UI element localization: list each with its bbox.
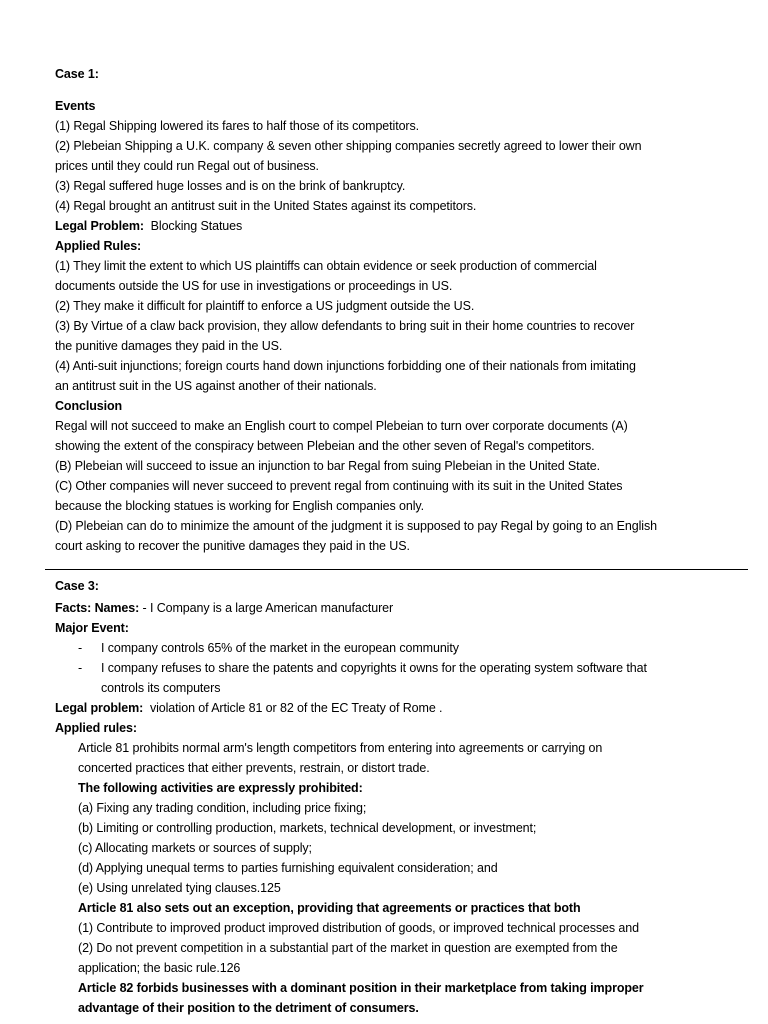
case3-facts-text: - I Company is a large American manufacturer [142,601,394,615]
case3-legal-problem [55,698,442,718]
case1-conclusion-line: because the blocking statues is working for English companies only. [55,499,424,513]
case1-conclusion-line: (C) Other companies will never succeed to prevent regal from continuing with its suit in the United States [55,479,623,493]
case1-conclusion-line: showing the extent of the conspiracy between Plebeian and the other seven of Regal's competitors. [55,439,595,453]
case1-conclusion-line: Regal will not succeed to make an English court to compel Plebeian to turn over corporate documents (A) [55,419,628,433]
case1-legal-problem-text: Blocking Statues [150,219,243,233]
case3-applied-rules-heading: Applied rules: [55,721,137,735]
case3-event-line: I company controls 65% of the market in the european community [101,641,459,655]
case1-rule-line: the punitive damages they paid in the US. [55,339,283,353]
case1-event-line: prices until they could run Regal out of business. [55,159,319,173]
section-divider [45,569,748,570]
case1-rule-line: documents outside the US for use in investigations or proceedings in US. [55,279,453,293]
case3-prohibited-item: (b) Limiting or controlling production, markets, technical development, or investment; [78,821,537,835]
case1-rule-line: (1) They limit the extent to which US plaintiffs can obtain evidence or seek production of commercial [55,259,597,273]
case1-conclusion-line: court asking to recover the punitive damages they paid in the US. [55,539,410,553]
case1-rule-line: (3) By Virtue of a claw back provision, they allow defendants to bring suit in their home countries to recover [55,319,635,333]
case3-major-event-heading: Major Event: [55,621,129,635]
case1-event-line: (4) Regal brought an antitrust suit in the United States against its competitors. [55,199,477,213]
case3-prohibited-item: (e) Using unrelated tying clauses.125 [78,881,281,895]
case1-rule-line: (4) Anti-suit injunctions; foreign courts hand down injunctions forbidding one of their nationals from imitating [55,359,636,373]
case3-exception-heading: Article 81 also sets out an exception, providing that agreements or practices that both [78,901,581,915]
case3-prohibited-item: (d) Applying unequal terms to parties furnishing equivalent consideration; and [78,861,498,875]
case1-legal-problem-label: Legal Problem: [55,219,144,233]
case3-event-line: I company refuses to share the patents and copyrights it owns for the operating system software that [101,661,647,675]
bullet-dash: - [78,661,83,675]
case1-conclusion-heading: Conclusion [55,399,123,413]
case1-rule-line: (2) They make it difficult for plaintiff to enforce a US judgment outside the US. [55,299,475,313]
case3-art82-line: Article 82 forbids businesses with a dominant position in their marketplace from taking improper [78,981,644,995]
case1-event-line: (1) Regal Shipping lowered its fares to half those of its competitors. [55,119,420,133]
case1-conclusion-line: (B) Plebeian will succeed to issue an injunction to bar Regal from suing Plebeian in the United State. [55,459,600,473]
case1-applied-rules-heading: Applied Rules: [55,239,142,253]
case3-prohibited-item: (c) Allocating markets or sources of supply; [78,841,312,855]
case3-art81-line: Article 81 prohibits normal arm's length competitors from entering into agreements or carrying on [78,741,603,755]
case3-facts [55,598,393,618]
case1-event-line: (3) Regal suffered huge losses and is on the brink of bankruptcy. [55,179,406,193]
case1-event-line: (2) Plebeian Shipping a U.K. company & seven other shipping companies secretly agreed to lower their own [55,139,642,153]
case3-art81-line: concerted practices that either prevents, restrain, or distort trade. [78,761,430,775]
case3-prohibited-heading: The following activities are expressly prohibited: [78,781,363,795]
bullet-dash: - [78,641,83,655]
case1-events-heading: Events [55,99,96,113]
case1-heading: Case 1: [55,67,99,81]
case3-exception-line: (2) Do not prevent competition in a substantial part of the market in question are exempted from the [78,941,618,955]
case1-conclusion-line: (D) Plebeian can do to minimize the amount of the judgment it is supposed to pay Regal by going to an English [55,519,657,533]
case1-legal-problem [55,216,242,236]
case3-legal-problem-text: violation of Article 81 or 82 of the EC Treaty of Rome . [149,701,443,715]
case3-prohibited-item: (a) Fixing any trading condition, including price fixing; [78,801,367,815]
case3-art82-line: advantage of their position to the detriment of consumers. [78,1001,419,1015]
case3-legal-problem-label: Legal problem: [55,701,144,715]
case3-heading: Case 3: [55,579,99,593]
case3-exception-line: (1) Contribute to improved product improved distribution of goods, or improved technical processes and [78,921,639,935]
case3-event-line: controls its computers [101,681,221,695]
case1-rule-line: an antitrust suit in the US against another of their nationals. [55,379,377,393]
case3-exception-line: application; the basic rule.126 [78,961,241,975]
case3-facts-label: Facts: Names: [55,601,140,615]
